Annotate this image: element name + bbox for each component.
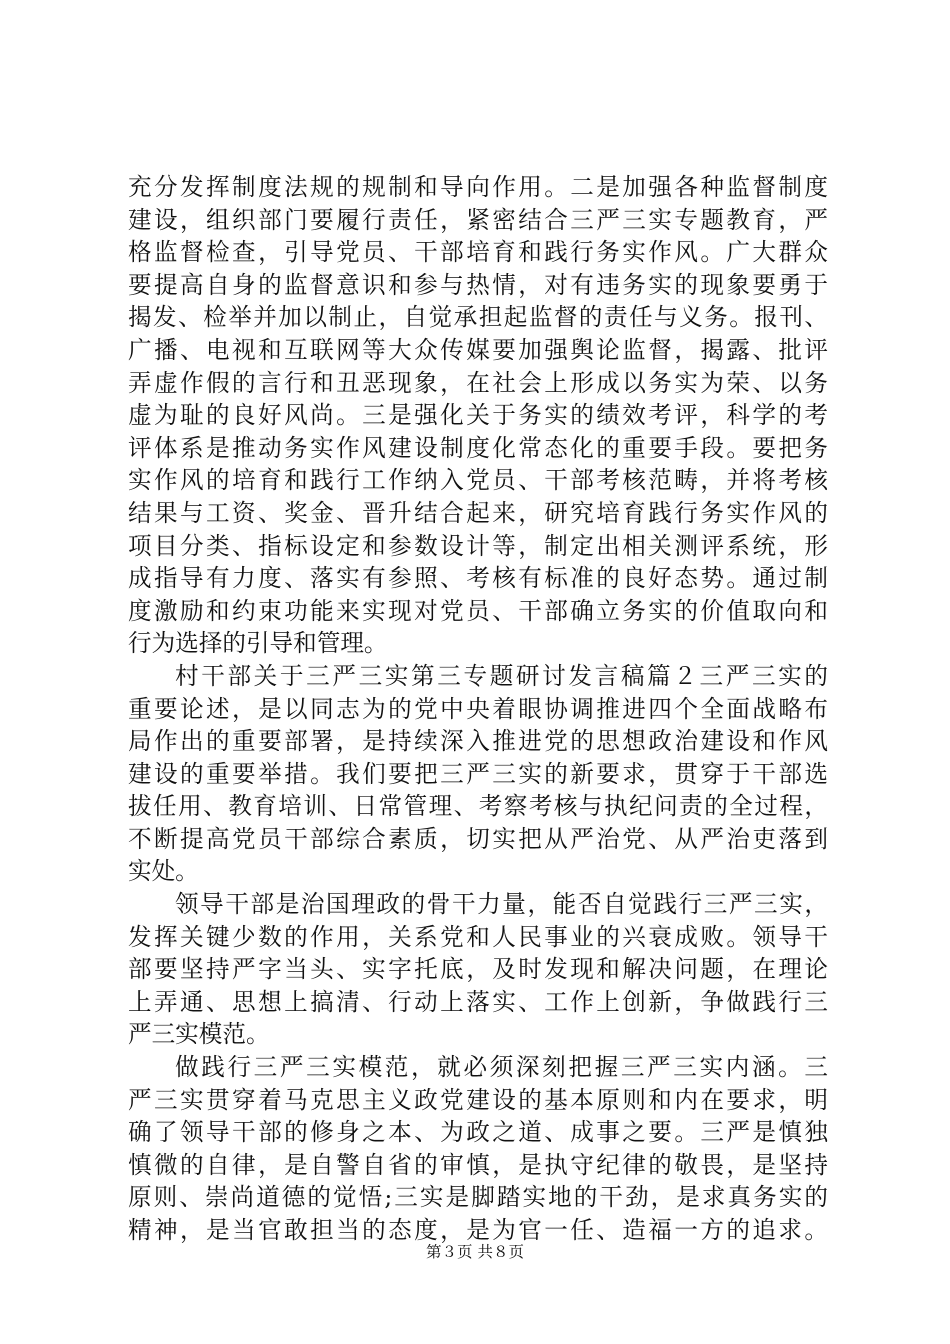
text-line: 结果与工资、奖金、晋升结合起来，研究培育践行务实作风的 (128, 498, 828, 527)
text-line: 严三实模范。 (128, 1020, 270, 1049)
text-line: 充分发挥制度法规的规制和导向作用。二是加强各种监督制度 (128, 173, 828, 201)
text-line: 格监督检查，引导党员、干部培育和践行务实作风。广大群众 (128, 238, 828, 267)
text-line: 做践行三严三实模范，就必须深刻把握三严三实内涵。三 (175, 1053, 828, 1082)
text-line: 评体系是推动务实作风建设制度化常态化的重要手段。要把务 (128, 433, 828, 462)
text-line: 不断提高党员干部综合素质，切实把从严治党、从严治吏落到 (128, 824, 828, 853)
document-body (128, 171, 828, 1247)
text-line: 局作出的重要部署，是持续深入推进党的思想政治建设和作风 (128, 727, 828, 756)
text-line: 领导干部是治国理政的骨干力量，能否自觉践行三严三实， (175, 890, 828, 919)
text-line: 要提高自身的监督意识和参与热情，对有违务实的现象要勇于 (128, 270, 828, 299)
text-line: 重要论述，是以同志为的党中央着眼协调推进四个全面战略布 (128, 694, 828, 723)
text-line: 弄虚作假的言行和丑恶现象，在社会上形成以务实为荣、以务 (128, 368, 828, 397)
text-line: 项目分类、指标设定和参数设计等，制定出相关测评系统，形 (128, 531, 828, 560)
text-line: 度激励和约束功能来实现对党员、干部确立务实的价值取向和 (128, 596, 828, 625)
text-line: 虚为耻的良好风尚。三是强化关于务实的绩效考评，科学的考 (128, 401, 828, 430)
text-line: 揭发、检举并加以制止，自觉承担起监督的责任与义务。报刊、 (128, 303, 828, 332)
text-line: 建设，组织部门要履行责任，紧密结合三严三实专题教育，严 (128, 205, 828, 234)
text-line: 精神，是当官敢担当的态度，是为官一任、造福一方的追求。 (128, 1216, 828, 1244)
text-line: 实处。 (128, 857, 199, 886)
text-line: 发挥关键少数的作用，关系党和人民事业的兴衰成败。领导干 (128, 922, 828, 951)
text-line: 严三实贯穿着马克思主义政党建设的基本原则和内在要求，明 (128, 1085, 828, 1114)
text-line: 原则、崇尚道德的觉悟;三实是脚踏实地的干劲，是求真务实的 (128, 1183, 828, 1212)
text-line: 实作风的培育和践行工作纳入党员、干部考核范畴，并将考核 (128, 466, 828, 495)
text-line: 行为选择的引导和管理。 (128, 629, 388, 658)
page-number-footer: 第３页 共８页 (426, 1243, 524, 1261)
text-line: 拔任用、教育培训、日常管理、考察考核与执纪问责的全过程， (128, 792, 828, 821)
text-line: 村干部关于三严三实第三专题研讨发言稿篇２三严三实的 (175, 661, 828, 690)
text-line: 慎微的自律，是自警自省的审慎，是执守纪律的敬畏，是坚持 (128, 1150, 828, 1179)
text-line: 部要坚持严字当头、实字托底，及时发现和解决问题，在理论 (128, 955, 828, 984)
text-line: 广播、电视和互联网等大众传媒要加强舆论监督，揭露、批评 (128, 335, 828, 364)
text-line: 建设的重要举措。我们要把三严三实的新要求，贯穿于干部选 (128, 759, 828, 788)
text-line: 确了领导干部的修身之本、为政之道、成事之要。三严是慎独 (128, 1118, 828, 1147)
text-line: 上弄通、思想上搞清、行动上落实、工作上创新，争做践行三 (128, 987, 828, 1016)
text-line: 成指导有力度、落实有参照、考核有标准的良好态势。通过制 (128, 564, 828, 593)
